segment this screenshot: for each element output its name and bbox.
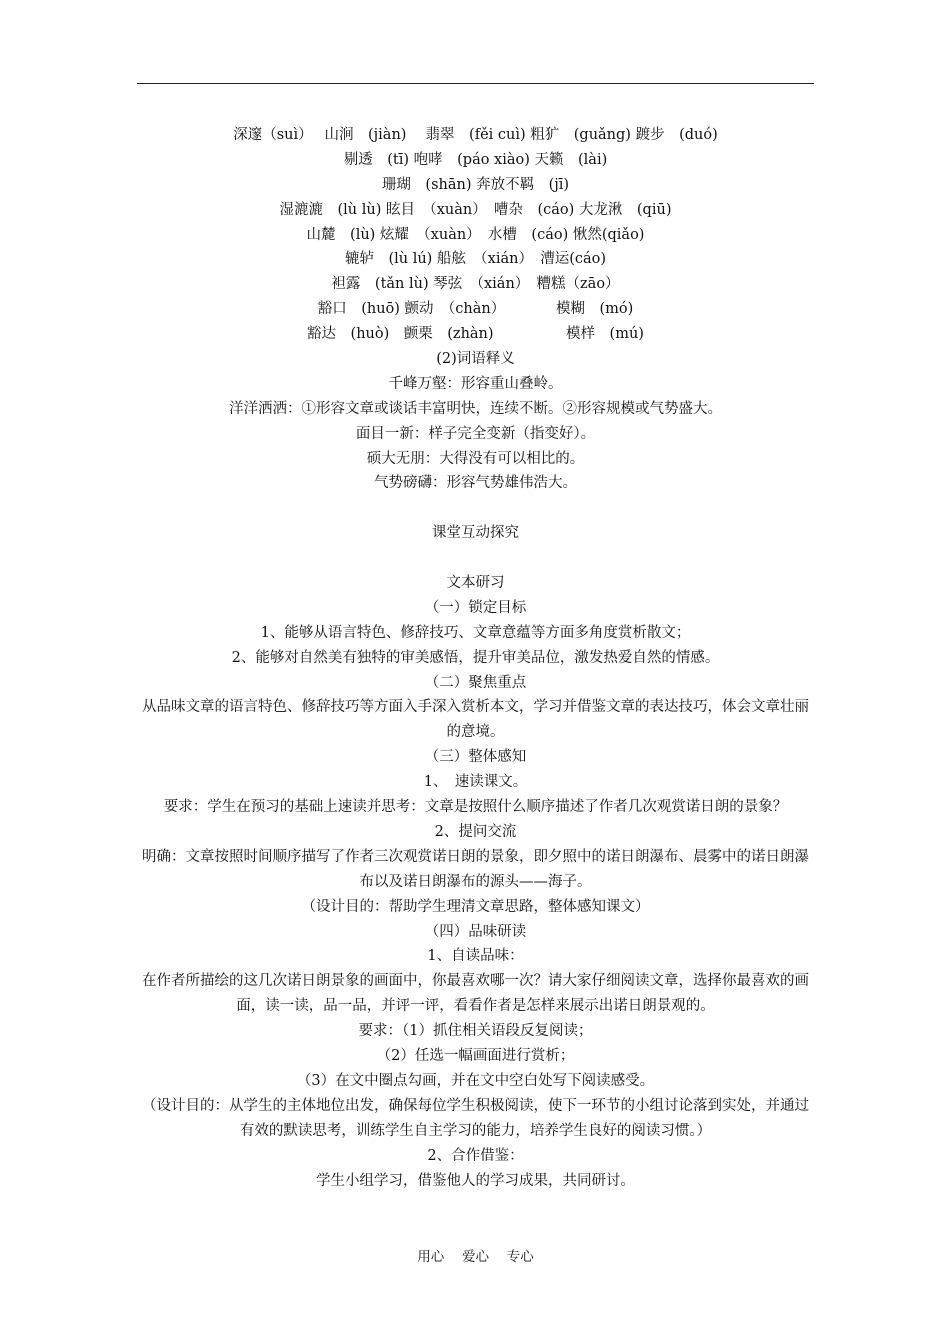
vocab-line-5: 气势磅礴：形容气势雄伟浩大。 (374, 475, 577, 492)
pinyin-line-3: 珊瑚 (shān) 奔放不羁 (jī) (381, 176, 570, 193)
pinyin-line-2: 剔透 (tī) 咆哮 (páo xiào) 天籁 (lài) (343, 151, 608, 168)
requirement-item-2: （2）任选一幅画面进行赏析； (376, 1048, 575, 1065)
pinyin-line-5: 山麓 (lù) 炫耀 （xuàn） 水槽 (cáo) 愀然(qiǎo) (306, 226, 645, 243)
reading-step-2: 2、合作借鉴： (427, 1147, 524, 1164)
pinyin-line-1: 深邃（suì） 山涧 (jiàn) 翡翠 (fěi cuì) 粗犷 (guǎng) 踱步 (duó) (233, 127, 718, 143)
pinyin-line-8: 豁口 (huō) 颤动 （chàn） 模糊 (mó) (317, 301, 634, 318)
overall-step-1: 1、 速读课文。 (423, 774, 528, 791)
goal-item-1: 1、能够从语言特色、修辞技巧、文章意蕴等方面多角度赏析散文； (260, 624, 691, 641)
document-body (137, 123, 814, 1193)
requirement-item-1: 要求：（1）抓住相关语段反复阅读； (358, 1023, 593, 1040)
overall-step-2: 2、提问交流 (434, 823, 517, 840)
clarify-paragraph: 明确：文章按照时间顺序描写了作者三次观赏诺日朗的景象，即夕照中的诺日朗瀑布、晨雾中的诺日朗瀑布以及诺日朗瀑布的源头——海子。 (142, 848, 809, 890)
header-rule (137, 83, 814, 84)
requirement-paragraph: 要求：学生在预习的基础上速读并思考：文章是按照什么顺序描述了作者几次观赏诺日朗的景象？ (163, 799, 788, 816)
goal-item-2: 2、能够对自然美有独特的审美感悟，提升审美品位，激发热爱自然的情感。 (231, 649, 720, 666)
self-reading-paragraph: 在作者所描绘的这几次诺日朗景象的画面中，你最喜欢哪一次？请大家仔细阅读文章，选择你最喜欢的画面，读一读，品一品，并评一评，看看作者是怎样来展示出诺日朗景观的。 (142, 973, 809, 1015)
vocab-line-3: 面目一新：样子完全变新（指变好）。 (355, 425, 596, 442)
vocab-line-1: 千峰万壑：形容重山叠岭。 (388, 375, 563, 392)
requirement-item-3: （3）在文中圈点勾画，并在文中空白处写下阅读感受。 (296, 1072, 655, 1089)
section-classroom-heading: 课堂互动探究 (432, 525, 519, 542)
page-footer: 用心 爱心 专心 (417, 1249, 534, 1265)
pinyin-line-9: 豁达 (huò) 颤栗 (zhàn) 模样 (mú) (307, 326, 644, 343)
subsection-focus-heading: （二）聚焦重点 (424, 674, 527, 691)
design-purpose-paragraph: （设计目的：从学生的主体地位出发，确保每位学生积极阅读，使下一环节的小组讨论落到实处，并通过有效的默读思考，训练学生自主学习的能力，培养学生良好的阅读习惯。） (142, 1097, 809, 1139)
subsection-goal-heading: （一）锁定目标 (424, 599, 527, 616)
subsection-reading-heading: （四）品味研读 (424, 923, 527, 940)
pinyin-line-4: 湿漉漉 (lù lù) 眩目 （xuàn） 嘈杂 (cáo) 大龙湫 (qiū) (279, 201, 672, 218)
focus-paragraph: 从品味文章的语言特色、修辞技巧等方面入手深入赏析本文，学习并借鉴文章的表达技巧，体会文章壮丽的意境。 (142, 699, 809, 741)
design-purpose-line: （设计目的：帮助学生理清文章思路，整体感知课文） (301, 898, 650, 915)
group-study-line: 学生小组学习，借鉴他人的学习成果，共同研讨。 (316, 1172, 635, 1189)
subsection-overall-heading: （三）整体感知 (424, 749, 527, 766)
section-vocab-heading: (2)词语释义 (436, 351, 515, 368)
blank-line (137, 496, 814, 521)
pinyin-line-7: 袒露 (tǎn lù) 琴弦 （xián） 糟糕（zāo） (331, 276, 620, 293)
vocab-line-2: 洋洋洒洒：①形容文章或谈话丰富明快，连续不断。②形容规模或气势盛大。 (229, 400, 722, 417)
pinyin-line-6: 辘轳 (lù lú) 船舷 （xián） 漕运(cáo) (344, 251, 607, 268)
blank-line (137, 546, 814, 571)
section-text-study-heading: 文本研习 (446, 575, 505, 592)
reading-step-1: 1、自读品味： (427, 948, 524, 965)
vocab-line-4: 硕大无朋：大得没有可以相比的。 (366, 450, 585, 467)
